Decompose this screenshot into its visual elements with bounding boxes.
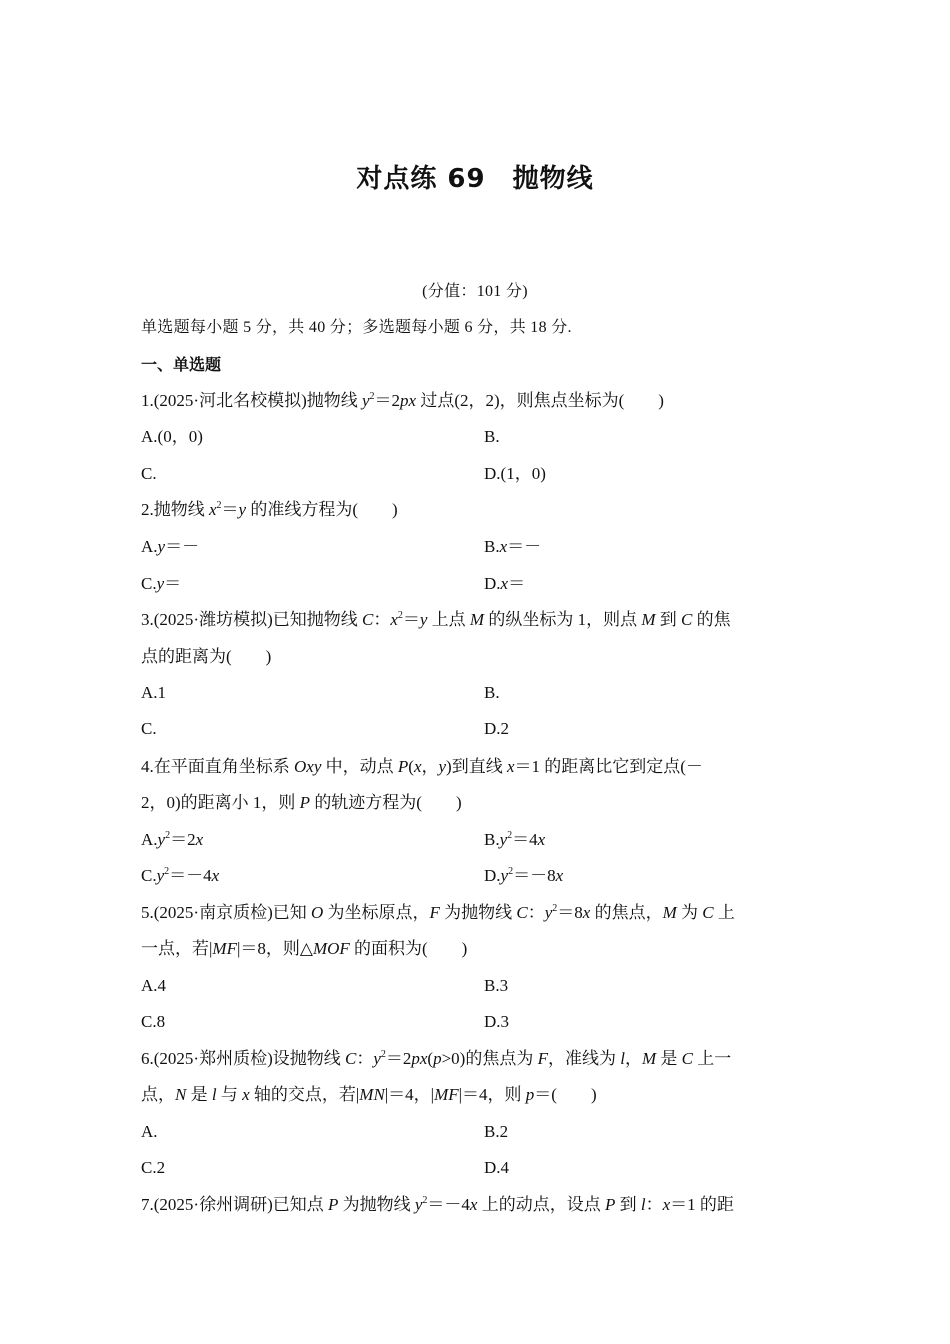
q2-option-d: D.x＝ (484, 574, 526, 593)
question-7-stem: 7.(2025·徐州调研)已知点 P 为抛物线 $y^2=-4x$ 上的动点，设点 P 到 l：x＝1 的距 (141, 1195, 734, 1214)
q6-option-b: B.2 (484, 1122, 509, 1141)
question-5-stem-cont: 一点，若|MF|＝8，则△MOF 的面积为( ) (141, 939, 468, 958)
q4-option-d: $D.y^2=-8x$ (484, 866, 564, 885)
q5-option-d: D.3 (484, 1012, 510, 1031)
q6-option-a: A. (141, 1122, 158, 1141)
q6-option-d: D.4 (484, 1158, 510, 1177)
q3-option-b: B. (484, 683, 500, 702)
q1-option-b: B. (484, 427, 500, 446)
q2-option-a: A.y＝－ (141, 537, 200, 556)
question-3-stem: 3.(2025·潍坊模拟)已知抛物线 C：$x^2=y$ 上点 M 的纵坐标为 1，则点 M 到 C 的焦 (141, 610, 731, 629)
q1-option-c: C. (141, 464, 157, 483)
instructions: 单选题每小题 5 分，共 40 分；多选题每小题 6 分，共 18 分. (141, 319, 572, 336)
q3-option-a: A.1 (141, 683, 167, 702)
q4-option-b: $B.y^2=4x$ (484, 830, 546, 849)
section-heading: 一、单选题 (141, 355, 222, 374)
question-4-stem: 4.在平面直角坐标系 Oxy 中，动点 P(x，y)到直线 x＝1 的距离比它到定点(－ (141, 757, 703, 776)
question-6-stem-cont: 点，N 是 l 与 x 轴的交点，若|MN|＝4，|MF|＝4，则 p＝( ) (141, 1085, 597, 1104)
question-3-stem-cont: 点的距离为( ) (141, 647, 272, 666)
q2-option-c: C.y＝ (141, 574, 182, 593)
q6-option-c: C.2 (141, 1158, 166, 1177)
question-6-stem: 6.(2025·郑州质检)设抛物线 C：$y^2=2px(p>0)$的焦点为 F，准线为 l，M 是 C 上一 (141, 1049, 732, 1068)
q5-option-a: A.4 (141, 976, 167, 995)
q2-option-b: B.x＝－ (484, 537, 542, 556)
score-info: (分值：101 分) (422, 283, 528, 300)
question-4-stem-cont: 2，0)的距离小 1，则 P 的轨迹方程为( ) (141, 793, 462, 812)
q1-option-a: A.(0，0) (141, 427, 203, 446)
q5-option-b: B.3 (484, 976, 509, 995)
q5-option-c: C.8 (141, 1012, 166, 1031)
question-1-stem: 1.(2025·河北名校模拟)抛物线 $y^2=2px$ 过点(2，2)，则焦点坐标为( ) (141, 391, 664, 410)
q4-option-c: $C.y^2=-4x$ (141, 866, 220, 885)
question-5-stem: 5.(2025·南京质检)已知 O 为坐标原点，F 为抛物线 C：$y^2=8x$ 的焦点，M 为 C 上 (141, 903, 735, 922)
q1-option-d: D.(1，0) (484, 464, 546, 483)
page-title: 对点练 69 抛物线 (356, 164, 594, 194)
question-2-stem: 2.抛物线 $x^2=y$ 的准线方程为( ) (141, 500, 398, 519)
q4-option-a: $A.y^2=2x$ (141, 830, 204, 849)
q3-option-d: D.2 (484, 719, 510, 738)
q3-option-c: C. (141, 719, 157, 738)
